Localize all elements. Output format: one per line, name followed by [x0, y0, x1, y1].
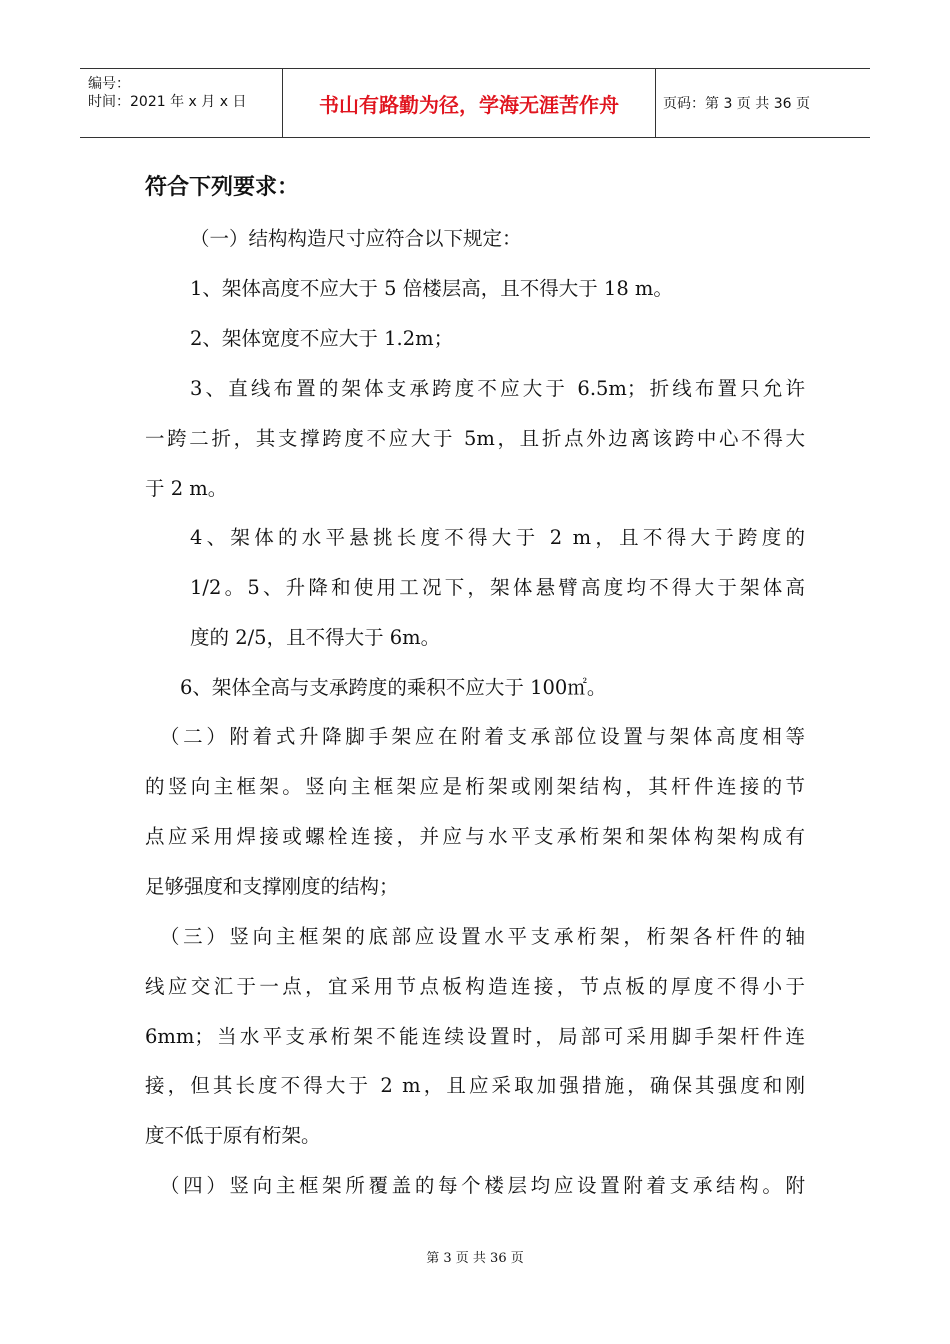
paragraph-line: 6、架体全高与支承跨度的乘积不应大于 100㎡。	[180, 676, 607, 699]
page-footer: 第 3 页 共 36 页	[426, 1251, 524, 1266]
paragraph-line: 度不低于原有桁架。	[145, 1124, 321, 1147]
paragraph-line: 1/2。5、升降和使用工况下，架体悬臂高度均不得大于架体高	[190, 576, 805, 599]
paragraph-line: 2、架体宽度不应大于 1.2m；	[190, 327, 454, 350]
paragraph-line: 6mm；当水平支承桁架不能连续设置时，局部可采用脚手架杆件连	[145, 1025, 805, 1048]
motto: 书山有路勤为径，学海无涯苦作舟	[282, 69, 656, 137]
paragraph-line: 于 2 m。	[145, 477, 228, 500]
number-label: 编号：	[88, 76, 130, 92]
section-title: 符合下列要求：	[145, 175, 300, 200]
paragraph-line: 点应采用焊接或螺栓连接，并应与水平支承桁架和架体构架构成有	[145, 825, 805, 848]
header-left-cell	[80, 69, 282, 137]
paragraph-line: （三）竖向主框架的底部应设置水平支承桁架，桁架各杆件的轴	[160, 925, 805, 948]
paragraph-line: 足够强度和支撑刚度的结构；	[145, 875, 399, 898]
paragraph-line: （一）结构构造尺寸应符合以下规定：	[190, 227, 522, 250]
paragraph-line: 度的 2/5，且不得大于 6m。	[190, 626, 441, 649]
date-label: 时间：2021 年 x 月 x 日	[88, 94, 247, 110]
paragraph-line: 一跨二折，其支撑跨度不应大于 5m，且折点外边离该跨中心不得大	[145, 427, 805, 450]
paragraph-line: 1、架体高度不应大于 5 倍楼层高，且不得大于 18 m。	[190, 277, 673, 300]
paragraph-line: （二）附着式升降脚手架应在附着支承部位设置与架体高度相等	[160, 725, 805, 748]
paragraph-line: 线应交汇于一点，宜采用节点板构造连接，节点板的厚度不得小于	[145, 975, 805, 998]
page-header	[80, 68, 870, 138]
paragraph-line: 4、架体的水平悬挑长度不得大于 2 m，且不得大于跨度的	[190, 526, 805, 549]
paragraph-line: 接，但其长度不得大于 2 m，且应采取加强措施，确保其强度和刚	[145, 1074, 805, 1097]
paragraph-line: 的竖向主框架。竖向主框架应是桁架或刚架结构，其杆件连接的节	[145, 775, 805, 798]
page-info: 页码：第 3 页 共 36 页	[663, 96, 810, 112]
paragraph-line: （四）竖向主框架所覆盖的每个楼层均应设置附着支承结构。附	[160, 1174, 805, 1197]
paragraph-line: 3、直线布置的架体支承跨度不应大于 6.5m；折线布置只允许	[190, 377, 805, 400]
